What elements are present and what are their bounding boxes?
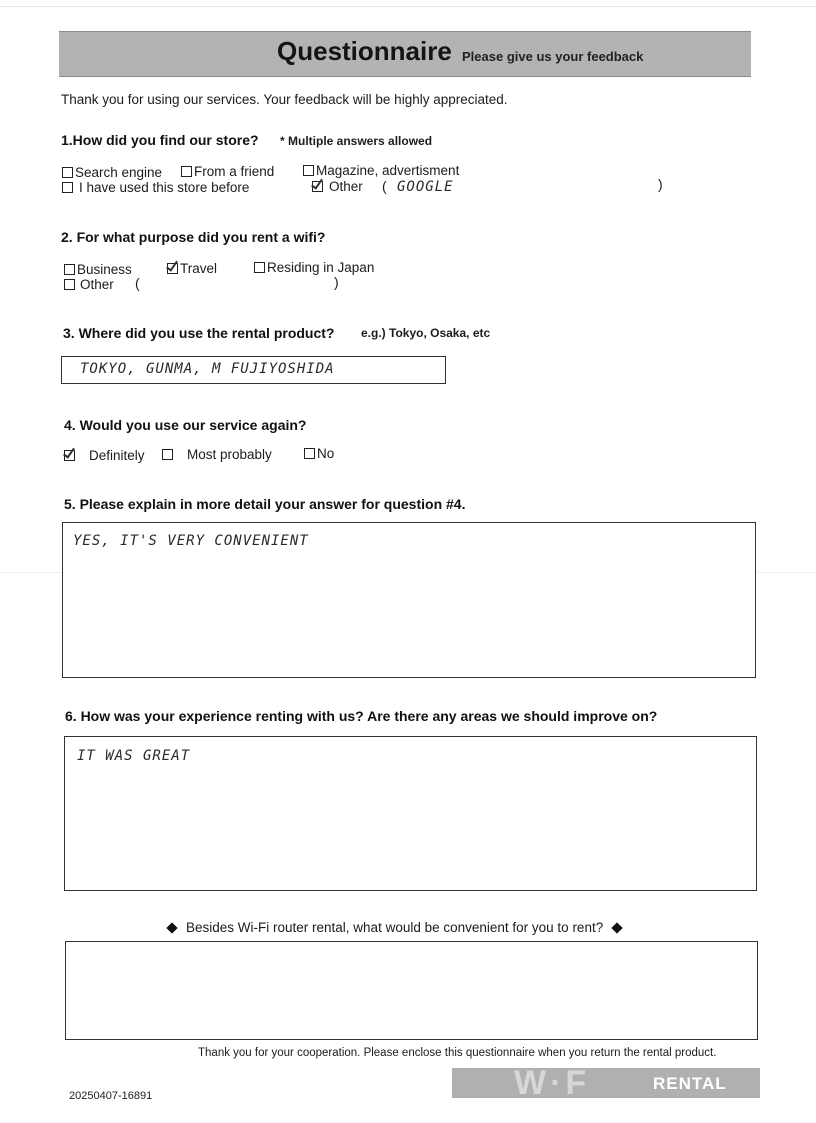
option-label: Residing in Japan [267, 260, 375, 275]
header-bar [59, 31, 751, 77]
q5-answer: YES, IT'S VERY CONVENIENT [73, 533, 309, 549]
diamond-icon [612, 922, 623, 933]
checkbox[interactable] [64, 264, 75, 275]
option-label: Most probably [187, 447, 272, 462]
checkbox-checked[interactable] [64, 450, 75, 461]
checkbox[interactable] [162, 449, 173, 460]
q6-answer-box[interactable] [64, 736, 757, 891]
diamond-icon [166, 922, 177, 933]
q3-answer-box[interactable] [61, 356, 446, 384]
q2-option-business[interactable] [64, 262, 132, 277]
option-label: I have used this store before [79, 180, 250, 195]
q5-answer-box[interactable] [62, 522, 756, 678]
q6-answer: IT WAS GREAT [77, 748, 191, 764]
option-label: Definitely [89, 448, 145, 463]
page-title: Questionnaire [277, 36, 452, 66]
paren-close: ) [658, 176, 663, 192]
footer-thanks: Thank you for your cooperation. Please enclose this questionnaire when you return the rental product. [198, 1047, 717, 1059]
checkbox[interactable] [62, 182, 73, 193]
paren-close: ) [334, 274, 339, 290]
q2-option-travel[interactable] [167, 261, 217, 276]
option-label: From a friend [194, 164, 275, 179]
wifi-logo-graphic: W·F [514, 1068, 591, 1098]
option-label: Magazine, advertisment [316, 163, 460, 178]
option-label: Other [80, 277, 114, 292]
logo-rental-text: RENTAL [653, 1074, 727, 1093]
q4-option-definitely[interactable] [64, 448, 145, 463]
q7-answer-box[interactable] [65, 941, 758, 1040]
checkbox-checked[interactable] [167, 263, 178, 274]
q3-heading: 3. Where did you use the rental product? [63, 325, 335, 341]
option-label: No [317, 446, 335, 461]
q2-option-other[interactable] [64, 277, 114, 292]
q5-heading: 5. Please explain in more detail your answer for question #4. [64, 496, 466, 512]
q3-example: e.g.) Tokyo, Osaka, etc [361, 326, 491, 340]
checkbox[interactable] [64, 279, 75, 290]
q7-heading: Besides Wi-Fi router rental, what would be convenient for you to rent? [186, 920, 604, 935]
document-id: 20250407-16891 [69, 1090, 153, 1102]
q1-option-search-engine[interactable] [62, 165, 162, 180]
checkbox[interactable] [181, 166, 192, 177]
option-label: Other [329, 179, 363, 194]
q1-other-answer[interactable]: GOOGLE [397, 179, 454, 195]
checkbox-checked[interactable] [312, 181, 323, 192]
q6-heading: 6. How was your experience renting with us? Are there any areas we should improve on? [65, 708, 658, 724]
intro-text: Thank you for using our services. Your feedback will be highly appreciated. [61, 92, 508, 107]
option-label: Travel [180, 261, 218, 276]
q4-heading: 4. Would you use our service again? [64, 417, 307, 433]
option-label: Business [77, 262, 132, 277]
option-label: Search engine [75, 165, 163, 180]
brand-logo [452, 1068, 760, 1098]
page-subtitle: Please give us your feedback [462, 49, 644, 64]
q1-note: * Multiple answers allowed [280, 134, 433, 148]
checkbox[interactable] [62, 167, 73, 178]
q1-option-from-friend[interactable] [181, 164, 274, 179]
q4-option-most-probably[interactable] [162, 447, 272, 462]
q2-heading: 2. For what purpose did you rent a wifi? [61, 229, 326, 245]
q1-option-other[interactable] [312, 179, 363, 194]
q4-option-no[interactable] [304, 446, 334, 461]
q7-heading-row [168, 920, 621, 935]
q1-option-magazine[interactable] [303, 163, 459, 178]
checkbox[interactable] [254, 262, 265, 273]
q3-answer: TOKYO, GUNMA, M FUJIYOSHIDA [80, 361, 335, 377]
paren-open: ( [135, 275, 140, 291]
q1-option-used-before[interactable] [62, 180, 249, 195]
checkbox[interactable] [304, 448, 315, 459]
q2-option-residing[interactable] [254, 260, 374, 275]
paren-open: ( [382, 178, 387, 194]
checkbox[interactable] [303, 165, 314, 176]
scan-line [0, 6, 816, 7]
q1-heading: 1.How did you find our store? [61, 132, 259, 148]
